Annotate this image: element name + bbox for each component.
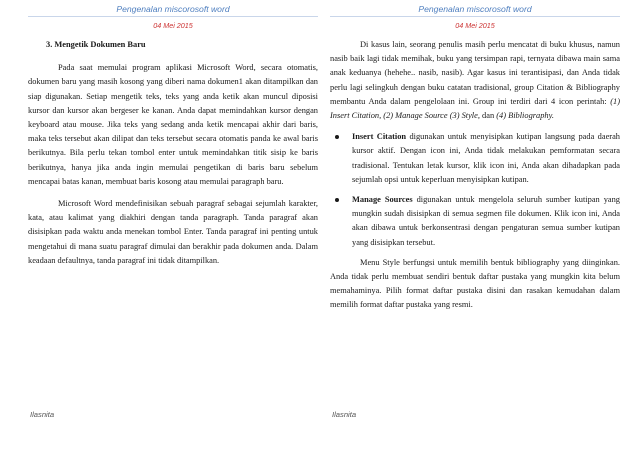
bullet-icon xyxy=(335,135,339,139)
body-paragraph: Pada saat memulai program aplikasi Microsoft Word, secara otomatis, dokumen baru yang masih kosong yang diberi nama dokumen1 akan ditampilkan dan siap digunakan. Setiap mengetik teks, teks yang anda ketik akan muncul diposisi kursor dan kursor akan bergeser ke kanan. Anda dapat memindahkan kursor dengan keyboard atau mouse. Jika teks yang sedang anda ketik mencapai akhir dari baris, maka teks tersebut akan dilipat dan teks tersebut secara otomatis panda ke awal baris berikutnya. Bila perlu tekan tombol enter untuk memindahkan titik sisip ke baris berikutnya, hanya jika anda ingin memulai pengetikan di baris baru sebelum mencapai batas kanan, membuat baris kosong atau memulai paragraph baru. xyxy=(28,63,318,186)
left-page xyxy=(28,0,318,452)
page-body xyxy=(330,38,620,313)
body-paragraph: Microsoft Word mendefinisikan sebuah paragraf sebagai sejumlah karakter, kata, atau kalimat yang diakhiri dengan tanda paragraph. Tanda paragraf akan disisipkan pada waktu anda menekan tombol Enter. Tanda paragraf ini penting untuk mengetahui di mana suatu paragraf dimulai dan berakhir pada dokumen anda. Dalam keadaan defaultnya, tanda paragraf ini tidak ditampilkan. xyxy=(28,199,318,265)
page-header: Pengenalan miscorosoft word xyxy=(330,4,620,17)
list-item xyxy=(330,130,620,187)
page-date: 04 Mei 2015 xyxy=(455,21,495,30)
list-item xyxy=(330,193,620,250)
body-paragraph: Menu Style berfungsi untuk memilih bentuk bibliography yang diinginkan. Anda tidak perlu membuat sendiri bentuk daftar pustaka yang mungkin kita belum memahaminya. Pilih format daftar pustaka disini dan rasakan kemudahan dalam memilih format daftar pustaka yang resmi. xyxy=(330,257,620,310)
bullet-term: Manage Sources xyxy=(352,195,413,205)
paragraph-text: Di kasus lain, seorang penulis masih perlu mencatat di buku khusus, namun nasib baik lagi tidak memihak, buku yang tersimpan rapi, ternyata dibawa main sama anak keduanya (hehehe.. nasib, nasib). Agar kasus ini terantisipasi, dan Anda tidak perlu lagi selingkuh dengan buku catatan tradisional, group Citation & Bibliography membantu Anda dalam pengelolaan ini. Group ini terdiri dari 4 icon perintah: xyxy=(330,40,620,106)
bullet-text: digunakan untuk mengelola seluruh sumber kutipan yang mungkin sudah disisipkan di semua segmen file dokumen. Klik icon ini, Anda akan dibawa untuk berkonsentrasi dengan pengaturan semua sumber kutipan yang disisipkan tersebut. xyxy=(352,195,620,247)
section-heading: 3. Mengetik Dokumen Baru xyxy=(46,40,146,49)
bullet-list xyxy=(330,130,620,250)
bullet-term: Insert Citation xyxy=(352,132,407,142)
bullet-icon xyxy=(335,198,339,202)
command-list: (4) Bibliography. xyxy=(496,111,554,121)
command-list: (1) Insert Citation, (2) Manage Source (3) Style, xyxy=(330,96,620,121)
page-footer: Ilasnita xyxy=(332,410,357,419)
page-date: 04 Mei 2015 xyxy=(153,21,193,30)
page-body xyxy=(28,38,318,268)
page-header: Pengenalan miscorosoft word xyxy=(28,4,318,17)
paragraph-text: dan xyxy=(479,111,497,121)
body-paragraph xyxy=(330,38,620,123)
right-page xyxy=(330,0,620,452)
page-footer: Ilasnita xyxy=(30,410,55,419)
bullet-text: digunakan untuk menyisipkan kutipan langsung pada daerah kursor aktif. Dengan icon ini, Anda tidak melakukan pemformatan secara tradisional. Tentukan letak kursor, klik icon ini, Anda akan dihadapkan pada sejumlah opsi untuk keperluan menyisipkan kutipan. xyxy=(352,132,620,184)
